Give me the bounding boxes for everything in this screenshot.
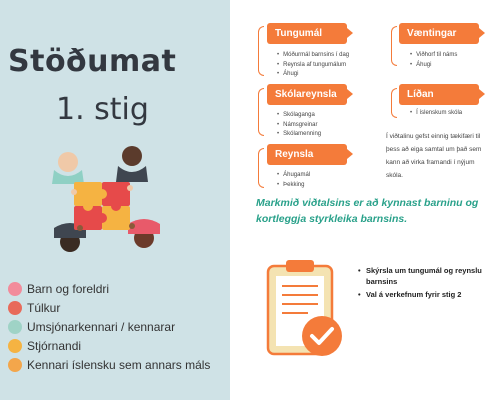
participant-label: Túlkur bbox=[27, 300, 61, 315]
category-items bbox=[277, 111, 321, 140]
bracket-decoration bbox=[258, 26, 264, 76]
page-title: Stöðumat bbox=[8, 44, 177, 79]
arrow-decoration bbox=[479, 89, 485, 99]
left-panel bbox=[0, 0, 230, 400]
category-items bbox=[277, 51, 349, 80]
list-item: • Áhugi bbox=[277, 70, 349, 80]
list-item: • Námsgreinar bbox=[277, 121, 321, 131]
participant-label: Stjórnandi bbox=[27, 338, 82, 353]
avatar-icon bbox=[8, 301, 22, 315]
list-item: • Áhugamál bbox=[277, 171, 310, 181]
category-tungumal: Tungumál bbox=[267, 23, 347, 44]
category-skolareynsla: Skólareynsla bbox=[267, 84, 347, 105]
outcome-list bbox=[358, 266, 495, 304]
arrow-decoration bbox=[347, 149, 353, 159]
participant-label: Kennari íslensku sem annars máls bbox=[27, 357, 211, 372]
participant-label: Barn og foreldri bbox=[27, 281, 110, 296]
participant-item bbox=[8, 279, 210, 298]
list-item: • Reynsla af tungumálum bbox=[277, 61, 349, 71]
avatar-icon bbox=[8, 320, 22, 334]
stage-subtitle: 1. stig bbox=[56, 92, 149, 127]
arrow-decoration bbox=[347, 89, 353, 99]
bracket-decoration bbox=[391, 26, 397, 66]
category-vaentingar: Væntingar bbox=[399, 23, 479, 44]
list-item: • Skýrsla um tungumál og reynslu barnsins bbox=[358, 266, 495, 287]
category-items bbox=[410, 109, 462, 119]
arrow-decoration bbox=[347, 28, 353, 38]
list-item: • Skólamenning bbox=[277, 130, 321, 140]
list-item: • Í íslenskum skóla bbox=[410, 109, 462, 119]
category-items bbox=[410, 51, 457, 70]
list-item: • Val á verkefnum fyrir stig 2 bbox=[358, 290, 495, 301]
bracket-decoration bbox=[258, 88, 264, 136]
puzzle-people-illustration bbox=[40, 140, 170, 255]
clipboard-check-icon bbox=[262, 258, 346, 363]
participant-item bbox=[8, 317, 210, 336]
interview-note: Í viðtalinu gefst einnig tækifæri til þess að eiga samtal um það sem kann að virka framandi í nýjum skóla. bbox=[386, 133, 482, 179]
category-items bbox=[277, 171, 310, 190]
arrow-decoration bbox=[479, 28, 485, 38]
list-item: • Áhugi bbox=[410, 61, 457, 71]
list-item: • Móðurmál barnsins í dag bbox=[277, 51, 349, 61]
bracket-decoration bbox=[258, 148, 264, 188]
avatar-icon bbox=[8, 339, 22, 353]
list-item: • Þekking bbox=[277, 181, 310, 191]
participant-item bbox=[8, 336, 210, 355]
avatar-icon bbox=[8, 358, 22, 372]
participant-item bbox=[8, 298, 210, 317]
participant-label: Umsjónarkennari / kennarar bbox=[27, 319, 176, 334]
participant-list bbox=[8, 279, 210, 374]
category-reynsla: Reynsla bbox=[267, 144, 347, 165]
list-item: • Skólaganga bbox=[277, 111, 321, 121]
participant-item bbox=[8, 355, 210, 374]
list-item: • Viðhorf til náms bbox=[410, 51, 457, 61]
category-lidan: Líðan bbox=[399, 84, 479, 105]
avatar-icon bbox=[8, 282, 22, 296]
purpose-statement: Markmið viðtalsins er að kynnast barninu og kortleggja styrkleika barnsins. bbox=[256, 197, 479, 225]
bracket-decoration bbox=[391, 88, 397, 118]
